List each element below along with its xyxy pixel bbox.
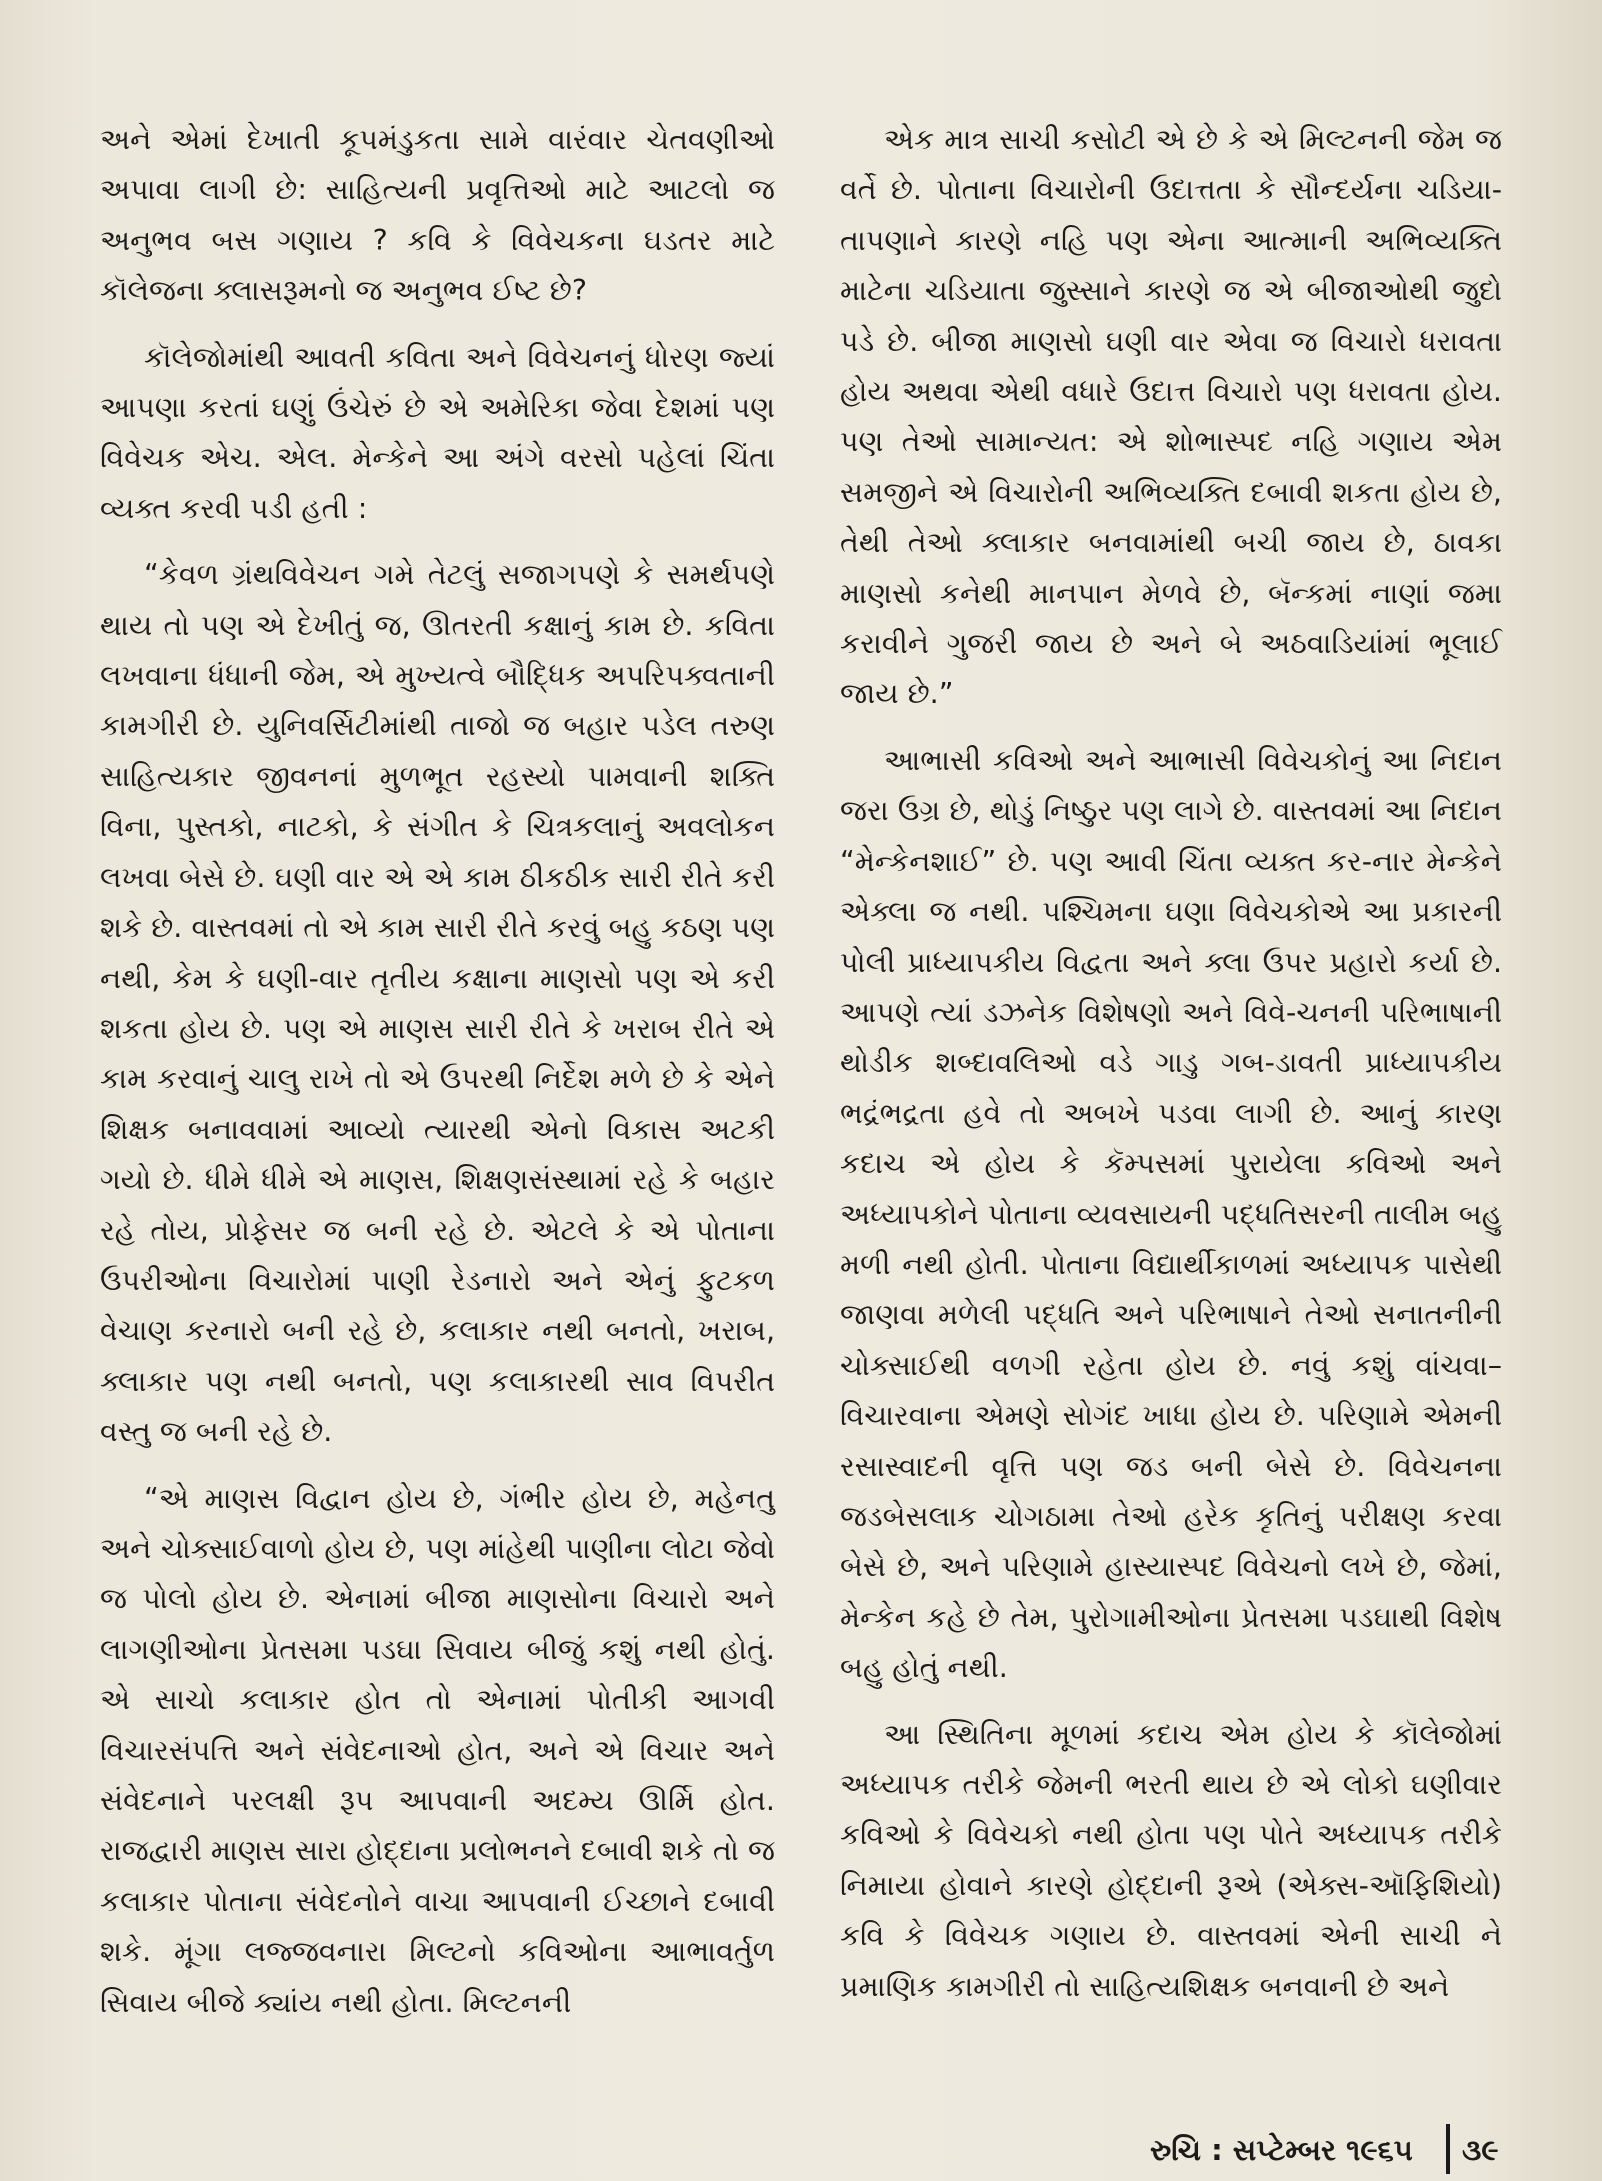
paragraph: અને એમાં દેખાતી કૂપમંડુકતા સામે વારંવાર ચેતવણીઓ અપાવા લાગી છે: સાહિત્યની પ્રવૃત્તિઓ માટે આટલો જ અનુભવ બસ ગણાય ? કવિ કે વિવેચકના ઘડતર માટે કૉલેજના ક્લાસરૂમનો જ અનુભવ ઈષ્ટ છે? — [100, 123, 775, 308]
right-column — [840, 115, 1502, 2028]
quote-paragraph: “કેવળ ગ્રંથવિવેચન ગમે તેટલું સજાગપણે કે સમર્થપણે થાય તો પણ એ દેખીતું જ, ઊતરતી કક્ષાનું કામ છે. કવિતા લખવાના ધંધાની જેમ, એ મુખ્યત્વે બૌદ્ધિક અપરિપક્વતાની કામગીરી છે. યુનિવર્સિટીમાંથી તાજો જ બહાર પડેલ તરુણ સાહિત્યકાર જીવનનાં મુળભૂત રહસ્યો પામવાની શક્તિ વિના, પુસ્તકો, નાટકો, કે સંગીત કે ચિત્રકલાનું અવલોકન લખવા બેસે છે. ઘણી વાર એ એ કામ ઠીકઠીક સારી રીતે કરી શકે છે. વાસ્તવમાં તો એ કામ સારી રીતે કરવું બહુ કઠણ પણ નથી, કેમ કે ઘણી-વાર તૃતીય કક્ષાના માણસો પણ એ કરી શકતા હોય છે. પણ એ માણસ સારી રીતે કે ખરાબ રીતે એ કામ કરવાનું ચાલુ રાખે તો એ ઉપરથી નિર્દેશ મળે છે કે એને શિક્ષક બનાવવામાં આવ્યો ત્યારથી એનો વિકાસ અટકી ગયો છે. ધીમે ધીમે એ માણસ, શિક્ષણસંસ્થામાં રહે કે બહાર રહે તોય, પ્રોફેસર જ બની રહે છે. એટલે કે એ પોતાના ઉપરીઓના વિચારોમાં પાણી રેડનારો અને એનું ફુટકળ વેચાણ કરનારો બની રહે છે, કલાકાર નથી બનતો, ખરાબ, ક્લાકાર પણ નથી બનતો, પણ કલાકારથી સાવ વિપરીત વસ્તુ જ બની રહે છે. — [100, 558, 775, 1449]
quote-paragraph: “એ માણસ વિદ્વાન હોય છે, ગંભીર હોય છે, મહેનતુ અને ચોક્સાઈવાળો હોય છે, પણ માંહેથી પાણીના લોટા જેવો જ પોલો હોય છે. એનામાં બીજા માણસોના વિચારો અને લાગણીઓના પ્રેતસમા પડઘા સિવાય બીજું કશું નથી હોતું. એ સાચો કલાકાર હોત તો એનામાં પોતીકી આગવી વિચારસંપત્તિ અને સંવેદનાઓ હોત, અને એ વિચાર અને સંવેદનાને પરલક્ષી રૂપ આપવાની અદમ્ય ઊર્મિ હોત. રાજદ્વારી માણસ સારા હોદ્દાના પ્રલોભનને દબાવી શકે તો જ કલાકાર પોતાના સંવેદનોને વાચા આપવાની ઈચ્છાને દબાવી શકે. મૂંગા લજ્જવનારા મિલ્ટનો કવિઓના આભાવર્તુળ સિવાય બીજે ક્યાંય નથી હોતા. મિલ્ટનની — [100, 1481, 775, 2019]
quote-paragraph: એક માત્ર સાચી કસોટી એ છે કે એ મિલ્ટનની જેમ જ વર્તે છે. પોતાના વિચારોની ઉદાત્તતા કે સૌન્દર્યના ચડિયા-તાપણાને કારણે નહિ પણ એના આત્માની અભિવ્યક્તિ માટેના ચડિયાતા જુસ્સાને કારણે જ એ બીજાઓથી જુદો પડે છે. બીજા માણસો ઘણી વાર એવા જ વિચારો ધરાવતા હોય અથવા એથી વધારે ઉદાત્ત વિચારો પણ ધરાવતા હોય. પણ તેઓ સામાન્યત: એ શોભાસ્પદ નહિ ગણાય એમ સમજીને એ વિચારોની અભિવ્યક્તિ દબાવી શકતા હોય છે, તેથી તેઓ ક્લાકાર બનવામાંથી બચી જાય છે, ઠાવકા માણસો કનેથી માનપાન મેળવે છે, બૅન્કમાં નાણાં જમા કરાવીને ગુજરી જાય છે અને બે અઠવાડિયાંમાં ભૂલાઈ જાય છે.” — [840, 123, 1502, 711]
paragraph: આભાસી કવિઓ અને આભાસી વિવેચકોનું આ નિદાન જરા ઉગ્ર છે, થોડું નિષ્ઠુર પણ લાગે છે. વાસ્તવમાં આ નિદાન “મેન્કેનશાઈ” છે. પણ આવી ચિંતા વ્યક્ત કર-નાર મેન્કેને એક્લા જ નથી. પશ્ચિમના ઘણા વિવેચકોએ આ પ્રકારની પોલી પ્રાધ્યાપકીય વિદ્વતા અને ક્લા ઉપર પ્રહારો કર્યા છે. આપણે ત્યાં ડઝનેક વિશેષણો અને વિવે-ચનની પરિભાષાની થોડીક શબ્દાવલિઓ વડે ગાડુ ગબ-ડાવતી પ્રાધ્યાપકીય ભદ્રંભદ્રતા હવે તો અબખે પડવા લાગી છે. આનું કારણ કદાચ એ હોય કે કૅમ્પસમાં પુરાયેલા કવિઓ અને અધ્યાપકોને પોતાના વ્યવસાયની પદ્ધતિસરની તાલીમ બહુ મળી નથી હોતી. પોતાના વિદ્યાર્થીકાળમાં અધ્યાપક પાસેથી જાણવા મળેલી પદ્ધતિ અને પરિભાષાને તેઓ સનાતનીની ચોક્સાઈથી વળગી રહેતા હોય છે. નવું કશું વાંચવા–વિચારવાના એમણે સોગંદ ખાધા હોય છે. પરિણામે એમની રસાસ્વાદની વૃત્તિ પણ જડ બની બેસે છે. વિવેચનના જડબેસલાક ચોગઠામા તેઓ હરેક કૃતિનું પરીક્ષણ કરવા બેસે છે, અને પરિણામે હાસ્યાસ્પદ વિવેચનો લખે છે, જેમાં, મેન્કેન કહે છે તેમ, પુરોગામીઓના પ્રેતસમા પડઘાથી વિશેષ બહુ હોતું નથી. — [840, 743, 1502, 1685]
paragraph: કૉલેજોમાંથી આવતી કવિતા અને વિવેચનનું ધોરણ જ્યાં આપણા કરતાં ઘણું ઉંચેરું છે એ અમેરિકા જેવા દેશમાં પણ વિવેચક એચ. એલ. મેન્કેને આ અંગે વરસો પહેલાં ચિંતા વ્યક્ત કરવી પડી હતી : — [100, 340, 775, 525]
paragraph: આ સ્થિતિના મૂળમાં કદાચ એમ હોય કે કૉલેજોમાં અધ્યાપક તરીકે જેમની ભરતી થાય છે એ લોકો ઘણીવાર કવિઓ કે વિવેચકો નથી હોતા પણ પોતે અધ્યાપક તરીકે નિમાયા હોવાને કારણે હોદ્દાની રૂએ (એક્સ-ઑફિશિયો) કવિ કે વિવેચક ગણાય છે. વાસ્તવમાં એની સાચી ને પ્રમાણિક કામગીરી તો સાહિત્યશિક્ષક બનવાની છે અને — [840, 1717, 1502, 2003]
footer-divider — [1446, 2124, 1450, 2174]
left-column — [100, 115, 775, 2044]
page-number: ૩૯ — [1462, 2133, 1499, 2167]
magazine-name-date: રુચિ : સપ્ટેમ્બર ૧૯૬૫ — [1150, 2133, 1413, 2167]
page-footer — [1150, 2130, 1510, 2172]
